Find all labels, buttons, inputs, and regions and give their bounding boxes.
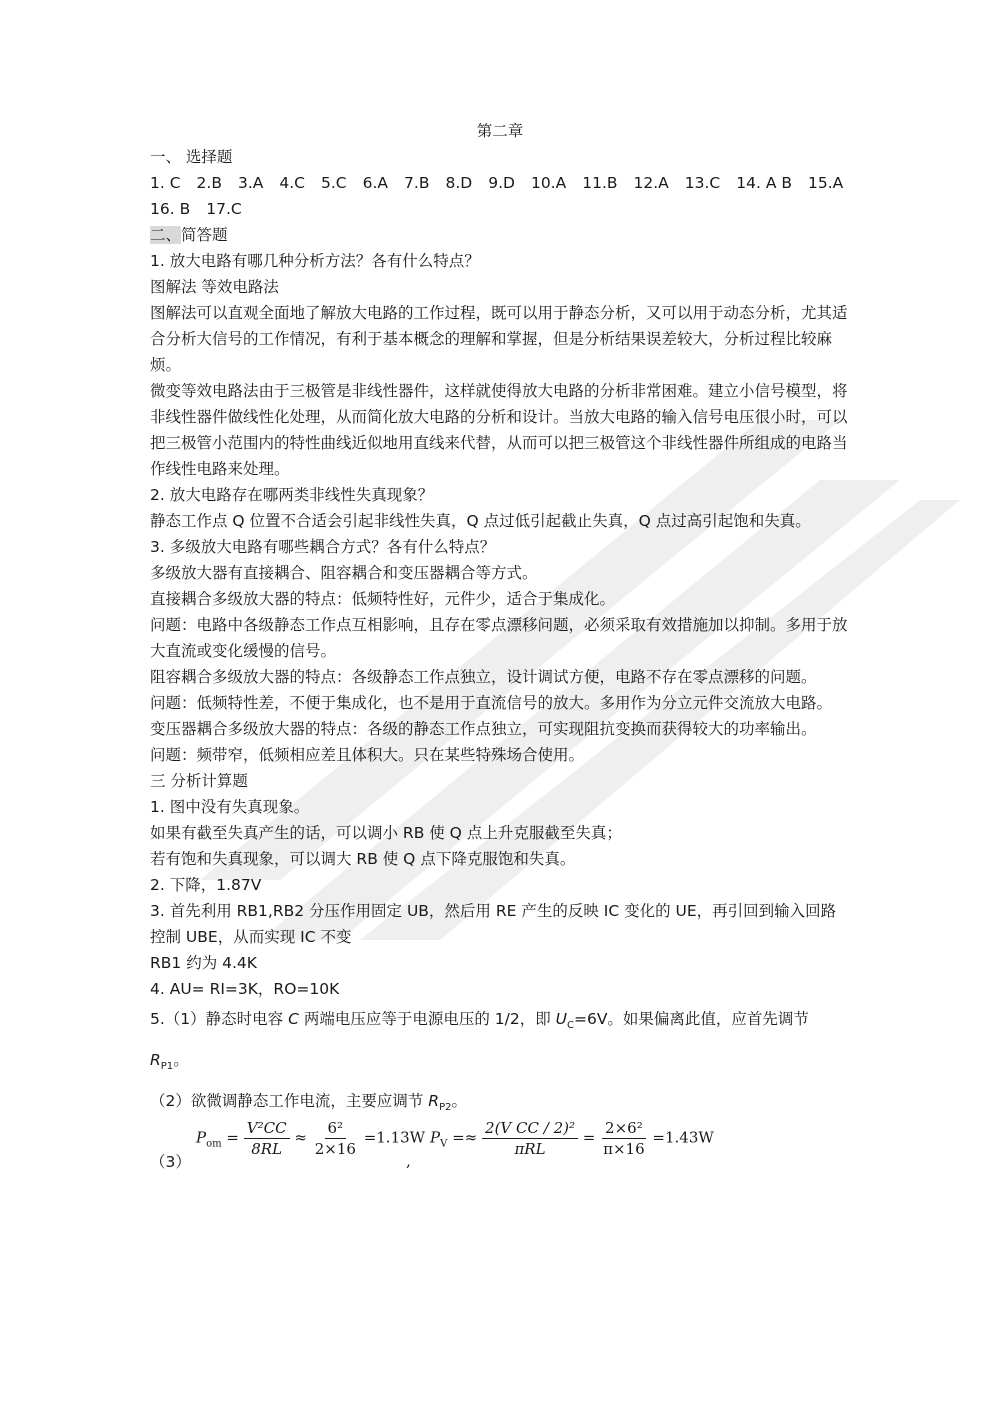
highlighted-text: 二、 bbox=[150, 226, 182, 244]
answer-item: 10.A bbox=[530, 174, 567, 192]
answers-line-1 bbox=[150, 170, 850, 196]
answer-item: 6.A bbox=[362, 174, 389, 192]
answer-item: 7.B bbox=[404, 174, 430, 192]
answer-item: 16. B bbox=[150, 200, 191, 218]
formula-comma: , bbox=[406, 1152, 411, 1171]
answer-item: 13.C bbox=[684, 174, 721, 192]
question-1: 1. 放大电路有哪几种分析方法？各有什么特点？ bbox=[150, 252, 480, 270]
pv-formula: $P_V$ =≈ $\frac{\text{2(V CC / 2)²}}{\text{πRL}}$ = $\frac{\text{2×6²}}{\pi\times 16}$ =1.43W bbox=[430, 1119, 714, 1159]
answer-3-line-7: 问题：频带窄，低频相应差且体积大。只在某些特殊场合使用。 bbox=[150, 746, 585, 764]
answer-1-paragraph-2: 微变等效电路法由于三极管是非线性器件，这样就使得放大电路的分析非常困难。建立小信号模型，将非线性器件做线性化处理，从而简化放大电路的分析和设计。当放大电路的输入信号电压很小时，可以把三极管小范围内的特性曲线近似地用直线来代替，从而可以把三极管这个非线性器件所组成的电路当作线性电路来处理。 bbox=[150, 382, 848, 478]
calc-5-part-3-formula bbox=[150, 1114, 850, 1184]
chapter-title: 第二章 bbox=[476, 122, 524, 140]
answer-3-line-5: 问题：低频特性差，不便于集成化，也不是用于直流信号的放大。多用作为分立元件交流放大电路。 bbox=[150, 694, 833, 712]
answer-item: 14. A B bbox=[736, 174, 793, 192]
answer-item: 8.D bbox=[445, 174, 473, 192]
answer-item: 11.B bbox=[582, 174, 618, 192]
answer-item: 1. C bbox=[150, 174, 181, 192]
answers-line-2 bbox=[150, 196, 850, 222]
section-heading-choice: 一、 选择题 bbox=[150, 148, 233, 166]
answer-item: 3.A bbox=[237, 174, 264, 192]
calc-3-detail: RB1 约为 4.4K bbox=[150, 954, 257, 972]
answer-item: 17.C bbox=[206, 200, 242, 218]
document-page bbox=[150, 118, 850, 1184]
answer-1-methods: 图解法 等效电路法 bbox=[150, 278, 279, 296]
answer-item: 12.A bbox=[633, 174, 669, 192]
answer-3-line-6: 变压器耦合多级放大器的特点：各级的静态工作点独立，可实现阻抗变换而获得较大的功率输出。 bbox=[150, 720, 817, 738]
answer-item: 9.D bbox=[488, 174, 515, 192]
section-heading-calc: 三 分析计算题 bbox=[150, 772, 248, 790]
answer-item: 4.C bbox=[279, 174, 306, 192]
calc-1-detail-a: 如果有截至失真产生的话，可以调小 RB 使 Q 点上升克服截至失真； bbox=[150, 824, 622, 842]
question-2: 2. 放大电路存在哪两类非线性失真现象？ bbox=[150, 486, 434, 504]
answer-1-paragraph-1: 图解法可以直观全面地了解放大电路的工作过程，既可以用于静态分析，又可以用于动态分析，尤其适合分析大信号的工作情况，有利于基本概念的理解和掌握，但是分析结果误差较大，分析过程比较麻烦。 bbox=[150, 304, 848, 374]
calc-1: 1. 图中没有失真现象。 bbox=[150, 798, 310, 816]
answer-item: 15.A bbox=[808, 174, 844, 192]
answer-3-line-1: 多级放大器有直接耦合、阻容耦合和变压器耦合等方式。 bbox=[150, 564, 538, 582]
answer-item: 5.C bbox=[321, 174, 347, 192]
calc-5-part-1: 5.（1）静态时电容 C 两端电压应等于电源电压的 1/2，即 $U_C=6V$。如果偏离此值，应首先调节 $R_{P1}$。 bbox=[150, 1010, 809, 1073]
calc-1-detail-b: 若有饱和失真现象，可以调大 RB 使 Q 点下降克服饱和失真。 bbox=[150, 850, 576, 868]
calc-2: 2. 下降，1.87V bbox=[150, 876, 262, 894]
answer-item: 2.B bbox=[196, 174, 222, 192]
answer-3-line-3: 问题：电路中各级静态工作点互相影响，且存在零点漂移问题，必须采取有效措施加以抑制。多用于放大直流或变化缓慢的信号。 bbox=[150, 616, 848, 660]
question-3: 3. 多级放大电路有哪些耦合方式？各有什么特点？ bbox=[150, 538, 496, 556]
answer-3-line-4: 阻容耦合多级放大器的特点：各级静态工作点独立，设计调试方便，电路不存在零点漂移的问题。 bbox=[150, 668, 817, 686]
answer-2: 静态工作点 Q 位置不合适会引起非线性失真，Q 点过低引起截止失真，Q 点过高引起饱和失真。 bbox=[150, 512, 811, 530]
pom-formula: $P_{om}$ = $\frac{\text{V²CC}}{8RL}$ ≈ $\frac{\text{6²}}{2\times 16}$ =1.13W bbox=[196, 1119, 426, 1159]
part-3-label: （3） bbox=[150, 1153, 191, 1172]
calc-4: 4. AU= RI=3K，RO=10K bbox=[150, 980, 340, 998]
answer-3-line-2: 直接耦合多级放大器的特点：低频特性好，元件少，适合于集成化。 bbox=[150, 590, 616, 608]
section-heading-short: 二、简答题 bbox=[150, 226, 228, 244]
calc-5-part-2: （2）欲微调静态工作电流，主要应调节 $R_{P2}$。 bbox=[150, 1092, 467, 1114]
calc-3: 3. 首先利用 RB1,RB2 分压作用固定 UB，然后用 RE 产生的反映 IC 变化的 UE，再引回到输入回路控制 UBE，从而实现 IC 不变 bbox=[150, 902, 837, 946]
